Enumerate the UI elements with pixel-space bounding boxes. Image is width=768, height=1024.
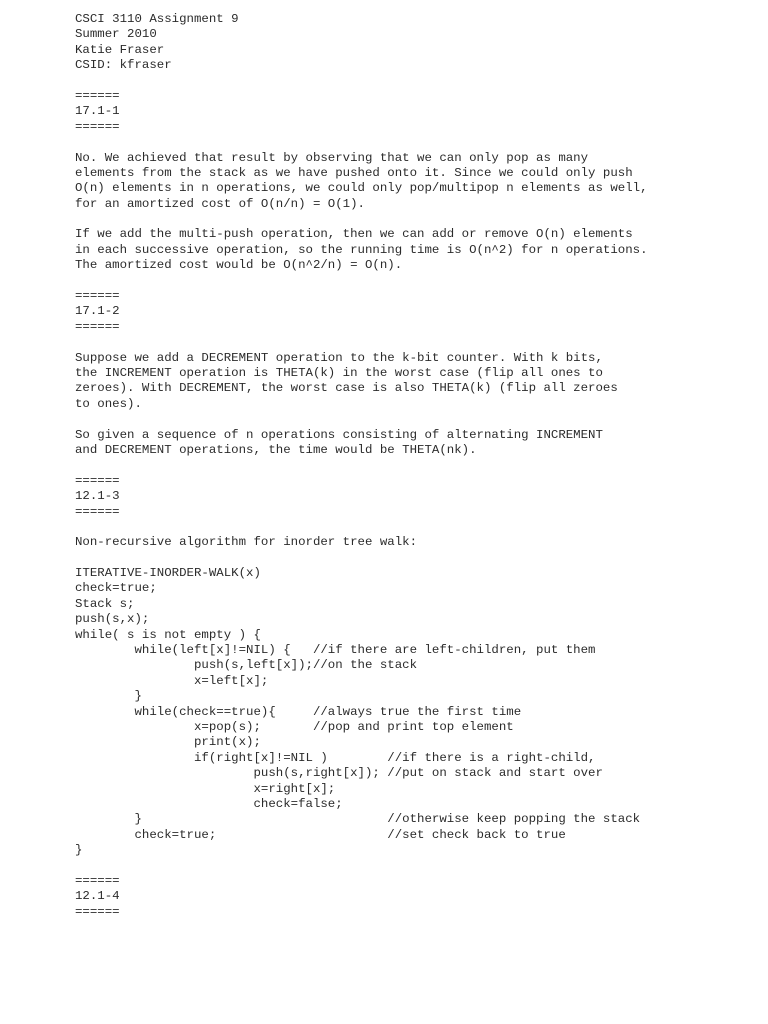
text-line: push(s,left[x]);//on the stack [75,658,418,673]
text-line: x=right[x]; [75,781,336,796]
text-line: Katie Fraser [75,42,165,57]
text-line: Suppose we add a DECREMENT operation to the k-bit counter. With k bits, [75,350,603,365]
text-line: So given a sequence of n operations consisting of alternating INCREMENT [75,427,603,442]
text-line: check=true; [75,581,157,596]
text-line [75,520,755,535]
text-line: } [75,689,142,704]
text-line: CSID: kfraser [75,58,172,73]
text-line: 12.1-3 [75,489,120,504]
text-line: while(left[x]!=NIL) { //if there are left-children, put them [75,643,596,658]
text-line: CSCI 3110 Assignment 9 [75,12,239,26]
text-line: ====== [75,473,120,488]
text-line: 12.1-4 [75,889,120,904]
text-line: for an amortized cost of O(n/n) = O(1). [75,196,365,211]
text-line [75,274,755,289]
text-line: while( s is not empty ) { [75,627,261,642]
text-line [75,335,755,350]
text-line: O(n) elements in n operations, we could only pop/multipop n elements as well, [75,181,648,196]
text-line: ====== [75,873,120,888]
text-line: x=left[x]; [75,673,269,688]
text-line: ====== [75,319,120,334]
document-body [75,12,755,920]
text-line [75,551,755,566]
text-line: 17.1-2 [75,304,120,319]
text-line: The amortized cost would be O(n^2/n) = O(n). [75,258,403,273]
text-line: x=pop(s); //pop and print top element [75,719,514,734]
text-line: ====== [75,904,120,919]
text-line: ====== [75,88,120,103]
text-line [75,458,755,473]
text-line: print(x); [75,735,261,750]
text-line [75,858,755,873]
text-line: zeroes). With DECREMENT, the worst case is also THETA(k) (flip all zeroes [75,381,618,396]
text-line: the INCREMENT operation is THETA(k) in the worst case (flip all ones to [75,365,603,380]
text-line: Non-recursive algorithm for inorder tree walk: [75,535,418,550]
text-line: ====== [75,504,120,519]
text-line [75,135,755,150]
text-line: if(right[x]!=NIL ) //if there is a right-child, [75,750,596,765]
text-line [75,74,755,89]
text-line: in each successive operation, so the running time is O(n^2) for n operations. [75,242,648,257]
text-line [75,412,755,427]
text-line [75,212,755,227]
text-line: } //otherwise keep popping the stack [75,812,641,827]
text-line: ====== [75,119,120,134]
text-line: elements from the stack as we have pushed onto it. Since we could only push [75,165,633,180]
text-line: 17.1-1 [75,104,120,119]
text-line: push(s,x); [75,612,150,627]
text-line: ITERATIVE-INORDER-WALK(x) [75,566,261,581]
text-line: to ones). [75,396,142,411]
text-line: push(s,right[x]); //put on stack and start over [75,766,603,781]
text-line: check=true; //set check back to true [75,827,566,842]
text-line: check=false; [75,796,343,811]
text-line: ====== [75,289,120,304]
text-line: Summer 2010 [75,27,157,42]
text-line: No. We achieved that result by observing that we can only pop as many [75,150,589,165]
text-line: while(check==true){ //always true the first time [75,704,522,719]
text-line: If we add the multi-push operation, then we can add or remove O(n) elements [75,227,633,242]
text-line: Stack s; [75,596,135,611]
text-line: } [75,843,83,858]
text-line: and DECREMENT operations, the time would be THETA(nk). [75,442,477,457]
